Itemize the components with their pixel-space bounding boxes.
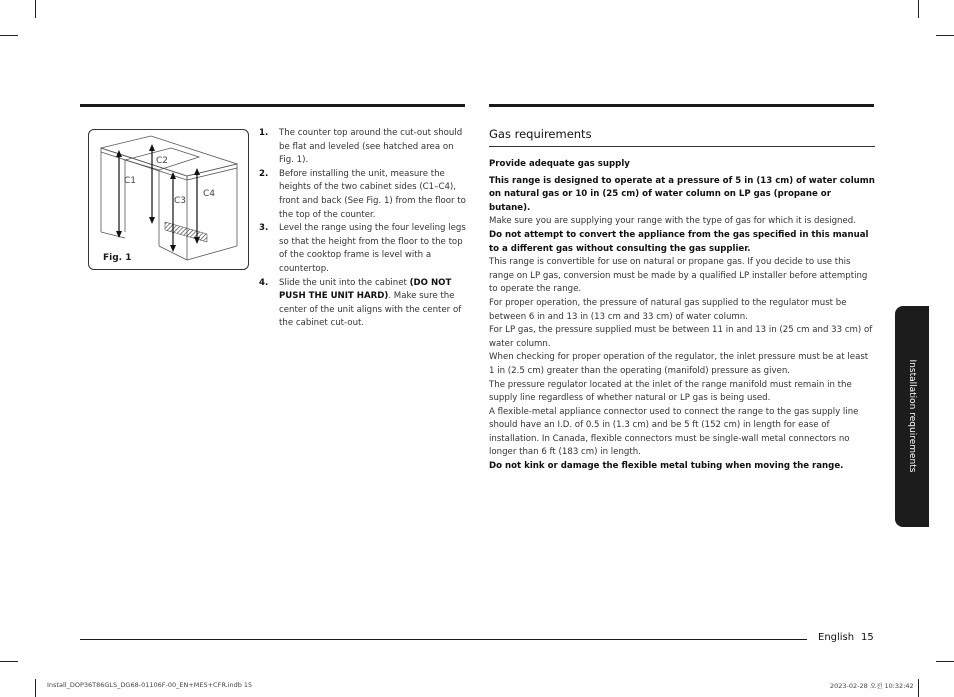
section-divider (489, 146, 875, 147)
figure-caption: Fig. 1 (103, 253, 132, 263)
paragraph-bold: Do not attempt to convert the appliance from the gas specified in this manual to a different gas without consulting the gas supplier. (489, 229, 869, 254)
label-c2: C2 (156, 156, 169, 166)
crop-mark (918, 0, 919, 18)
step-warning: (DO NOT PUSH THE UNIT HARD) (279, 277, 452, 302)
footer-rule (80, 639, 807, 640)
step-number: 1. (259, 128, 269, 138)
side-tab-label: Installation requirements (907, 359, 917, 473)
step-number: 3. (259, 223, 269, 234)
page-number: 15 (861, 632, 874, 643)
section-title: Gas requirements (489, 127, 592, 141)
label-c1: C1 (124, 176, 137, 186)
paragraph: A flexible-metal appliance connector used to connect the range to the gas supply line should have an I.D. of 0.5 in (1.3 cm) and be 5 ft (152 cm) in length for ease of installation. In Canada, flexible connectors must be single-wall metal connectors no longer than 6 ft (183 cm) in length. (489, 406, 859, 458)
crop-mark (918, 679, 919, 697)
step-text: Slide the unit into the cabinet (DO NOT PUSH THE UNIT HARD). Make sure the center of the unit aligns with the center of the cabinet cut-out. (279, 277, 462, 329)
print-slug-file: Install_DOP36T86GLS_DG68-01106F-00_EN+MES+CFR.indb 15 (47, 681, 253, 689)
installation-steps (259, 127, 467, 331)
paragraph: This range is convertible for use on natural or propane gas. If you decide to use this range on LP gas, conversion must be made by a qualified LP installer before attempting to operate the range. (489, 257, 868, 295)
gas-requirements-section (489, 126, 875, 474)
section-subtitle: Provide adequate gas supply (489, 159, 630, 169)
step-item (259, 222, 467, 276)
label-c3: C3 (174, 196, 187, 206)
footer-language: English (818, 632, 855, 643)
crop-mark (936, 35, 954, 36)
step-text: Level the range using the four leveling legs so that the height from the floor to the top of the cooktop frame is level with a countertop. (279, 223, 466, 274)
cabinet-diagram (89, 130, 250, 271)
step-text: Before installing the unit, measure the heights of the two cabinet sides (C1–C4), front and back (See Fig. 1) from the floor to the top of the counter. (279, 168, 466, 220)
paragraph-bold: This range is designed to operate at a pressure of 5 in (13 cm) of water column on natural gas or 10 in (25 cm) of water column on LP gas (propane or butane). (489, 175, 875, 213)
figure-1 (88, 129, 249, 270)
paragraph: The pressure regulator located at the inlet of the range manifold must remain in the supply line regardless of whether natural or LP gas is being used. (489, 379, 852, 404)
step-number: 2. (259, 168, 269, 179)
crop-mark (0, 35, 18, 36)
right-column-rule (489, 104, 874, 107)
step-item (259, 127, 467, 168)
paragraph: For LP gas, the pressure supplied must be between 11 in and 13 in (25 cm and 33 cm) of water column. (489, 325, 873, 349)
crop-mark (35, 0, 36, 18)
print-slug-date: 2023-02-28 오전 10:32:42 (830, 682, 914, 690)
crop-mark (35, 679, 36, 697)
crop-mark (936, 661, 954, 662)
step-number: 4. (259, 277, 269, 288)
label-c4: C4 (203, 189, 216, 199)
step-item (259, 277, 467, 331)
chapter-side-tab (895, 306, 929, 527)
step-item (259, 168, 467, 222)
paragraph: When checking for proper operation of the regulator, the inlet pressure must be at least 1 in (2.5 cm) greater than the operating (manifold) pressure as given. (489, 352, 869, 376)
crop-mark (0, 661, 18, 662)
left-column-rule (80, 104, 465, 107)
paragraph-bold: Do not kink or damage the flexible metal tubing when moving the range. (489, 461, 844, 472)
paragraph: For proper operation, the pressure of natural gas supplied to the regulator must be between 6 in and 13 in (13 cm and 33 cm) of water column. (489, 297, 847, 322)
paragraph: Make sure you are supplying your range with the type of gas for which it is designed. (489, 216, 856, 227)
step-text: The counter top around the cut-out should be flat and leveled (see hatched area on Fig. 1). (279, 128, 463, 166)
